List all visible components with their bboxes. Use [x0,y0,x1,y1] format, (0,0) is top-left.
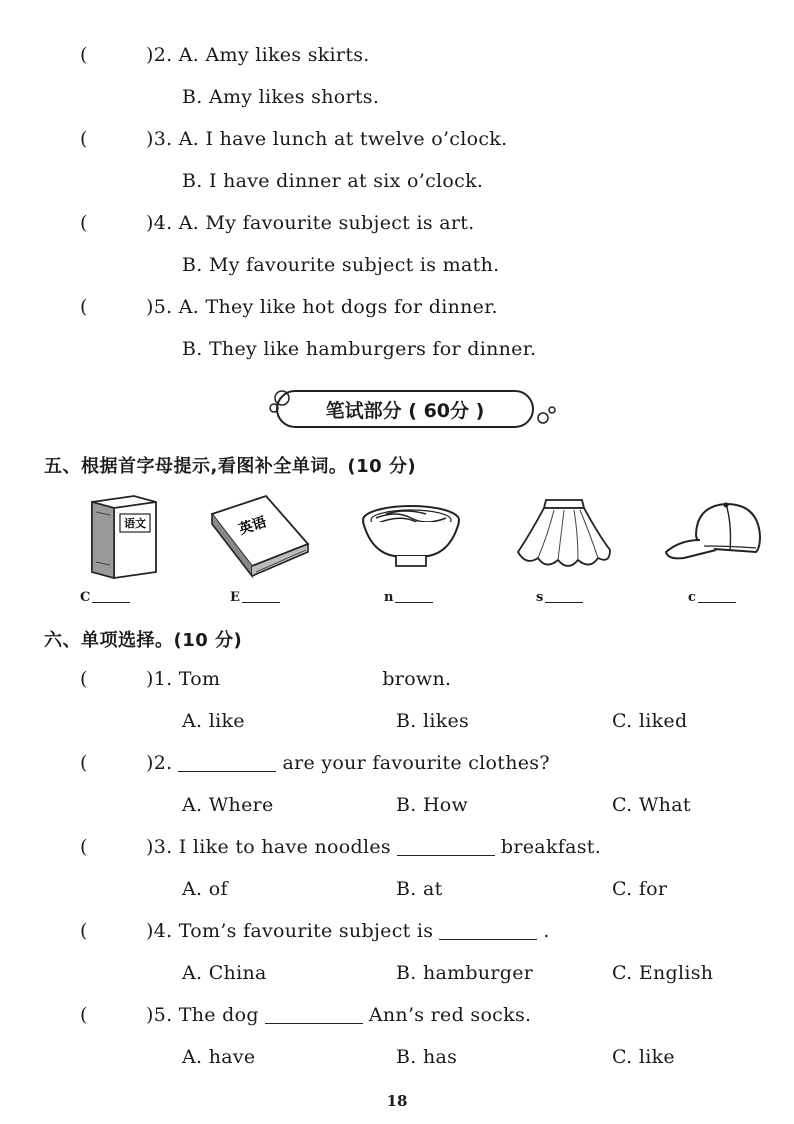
answer-bracket[interactable]: ( [80,920,88,942]
noodles-picture [356,500,466,576]
answer-blank[interactable] [265,1023,363,1024]
section-6-heading: 六、单项选择。(10 分) [44,630,243,651]
written-part-banner: 笔试部分 ( 60分 ) [276,390,534,428]
listening-option-b: B. They like hamburgers for dinner. [182,338,537,360]
chinese-book-picture [84,492,164,580]
answer-bracket[interactable]: ( [80,752,88,774]
page-number: 18 [386,1092,408,1110]
option-a[interactable]: A. of [182,878,228,900]
option-b[interactable]: B. at [396,878,443,900]
listening-option-b: B. Amy likes shorts. [182,86,380,108]
chinese-book-label: 语文 [124,517,146,530]
listening-option-b: B. I have dinner at six o’clock. [182,170,484,192]
option-c[interactable]: C. for [612,878,668,900]
answer-blank[interactable] [395,602,433,603]
option-b[interactable]: B. has [396,1046,458,1068]
answer-blank[interactable] [698,602,736,603]
option-c[interactable]: C. like [612,1046,675,1068]
answer-bracket[interactable]: ( [80,836,88,858]
cap-picture [660,496,768,568]
option-b[interactable]: B. How [396,794,469,816]
option-a[interactable]: A. have [182,1046,256,1068]
caption-book-english: E [230,590,280,605]
answer-blank[interactable] [545,602,583,603]
listening-option-a: )4. A. My favourite subject is art. [146,212,475,234]
section-5-heading: 五、根据首字母提示,看图补全单词。(10 分) [44,456,417,477]
answer-bracket[interactable]: ( [80,668,88,690]
option-b[interactable]: B. hamburger [396,962,534,984]
answer-blank[interactable] [178,771,276,772]
answer-blank[interactable] [439,939,537,940]
caption-noodles: n [384,590,433,605]
caption-skirt: s [536,590,583,605]
answer-blank[interactable] [242,602,280,603]
listening-option-a: )2. A. Amy likes skirts. [146,44,370,66]
option-a[interactable]: A. Where [182,794,274,816]
question-stem: )4. Tom’s favourite subject is . [146,920,550,942]
option-c[interactable]: C. English [612,962,714,984]
option-c[interactable]: C. What [612,794,691,816]
listening-option-a: )3. A. I have lunch at twelve o’clock. [146,128,508,150]
skirt-picture [514,494,614,582]
question-stem: )5. The dog Ann’s red socks. [146,1004,532,1026]
option-c[interactable]: C. liked [612,710,688,732]
listening-option-b: B. My favourite subject is math. [182,254,500,276]
answer-bracket[interactable]: ( [80,296,88,318]
answer-bracket[interactable]: ( [80,44,88,66]
caption-book-chinese: C [80,590,130,605]
answer-bracket[interactable]: ( [80,1004,88,1026]
english-book-picture [206,492,314,582]
listening-option-a: )5. A. They like hot dogs for dinner. [146,296,498,318]
answer-blank[interactable] [397,855,495,856]
option-a[interactable]: A. like [182,710,245,732]
english-book-label: 英语 [236,514,269,539]
question-stem: )1. Tom brown. [146,668,452,690]
option-a[interactable]: A. China [182,962,267,984]
answer-bracket[interactable]: ( [80,128,88,150]
caption-cap: c [688,590,736,605]
option-b[interactable]: B. likes [396,710,470,732]
answer-blank[interactable] [92,602,130,603]
answer-bracket[interactable]: ( [80,212,88,234]
question-stem: )3. I like to have noodles breakfast. [146,836,602,858]
question-stem: )2. are your favourite clothes? [146,752,550,774]
